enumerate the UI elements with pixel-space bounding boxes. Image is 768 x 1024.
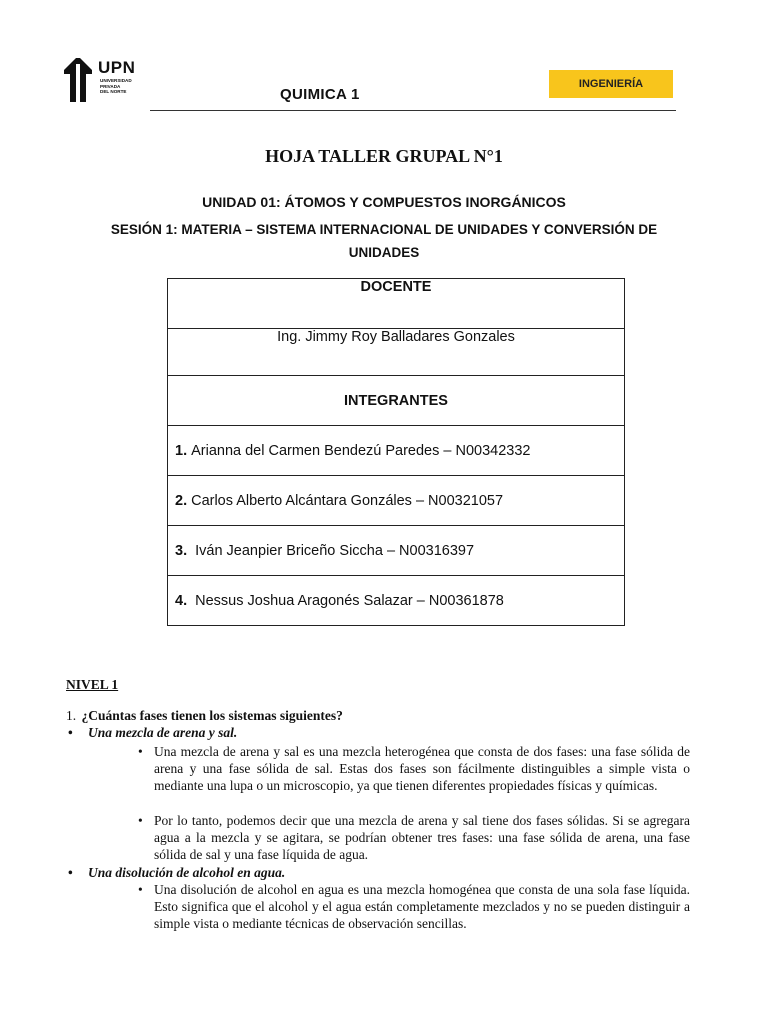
member-row <box>168 526 625 576</box>
item-paragraph <box>138 881 690 932</box>
page-header <box>0 0 768 115</box>
logo-text: UPN <box>98 58 136 77</box>
bullet-icon: • <box>138 882 143 897</box>
bullet-icon: • <box>138 744 143 759</box>
unit-title: UNIDAD 01: ÁTOMOS Y COMPUESTOS INORGÁNICOS <box>202 194 566 210</box>
paragraph-text: Una disolución de alcohol en agua es una mezcla homogénea que consta de una sola fase líquida. Esto significa que el alcohol y el agua están completamente mezclados y no se pueden distinguir a simple vista o mediante técnicas de observación sencillas. <box>154 882 690 931</box>
header-divider <box>150 110 676 111</box>
member-row <box>168 576 625 626</box>
member-name: Carlos Alberto Alcántara Gonzáles – N00321057 <box>191 492 504 509</box>
member-name: Arianna del Carmen Bendezú Paredes – N00342332 <box>191 442 531 459</box>
bullet-icon: • <box>138 813 143 828</box>
item-paragraph <box>138 812 690 863</box>
member-number: 1. <box>175 442 188 459</box>
faculty-badge: INGENIERÍA <box>549 70 673 98</box>
member-number: 4. <box>175 592 188 609</box>
integrantes-label: INTEGRANTES <box>168 376 625 426</box>
paragraph-text: Una mezcla de arena y sal es una mezcla heterogénea que consta de dos fases: una fase sólida de arena y una fase sólida de sal. Estas dos fases son fácilmente distinguibles a simple vista o mediante una lupa o un microscopio, ya que tienen diferentes propiedades físicas y químicas. <box>154 744 690 793</box>
upn-arrow-icon <box>64 58 96 102</box>
document-body <box>66 676 690 932</box>
member-number: 2. <box>175 492 188 509</box>
question-text: ¿Cuántas fases tienen los sistemas siguientes? <box>81 708 343 723</box>
member-name: Nessus Joshua Aragonés Salazar – N00361878 <box>191 592 504 609</box>
paragraph-text: Por lo tanto, podemos decir que una mezcla de arena y sal tiene dos fases sólidas. Si se agregara agua a la mezcla y se agitara, se podrían obtener tres fases: una fase sólida de arena, una fase sólida de sal y una fase líquida de agua. <box>154 813 690 862</box>
member-name: Iván Jeanpier Briceño Siccha – N00316397 <box>191 542 475 559</box>
member-number: 3. <box>175 542 188 559</box>
level-heading: NIVEL 1 <box>66 677 119 692</box>
item-heading: • Una disolución de alcohol en agua. <box>66 864 690 881</box>
member-row <box>168 426 625 476</box>
session-title: SESIÓN 1: MATERIA – SISTEMA INTERNACIONAL DE UNIDADES Y CONVERSIÓN DE UNIDADES <box>110 222 658 260</box>
question-number: 1. <box>66 708 77 723</box>
team-table <box>167 278 625 626</box>
question <box>66 707 690 724</box>
item-heading: • Una mezcla de arena y sal. <box>66 724 690 741</box>
course-title: QUIMICA 1 <box>280 86 360 103</box>
upn-logo <box>64 58 144 102</box>
logo-subtext: UNIVERSIDAD PRIVADA DEL NORTE <box>100 78 132 95</box>
item-paragraph <box>138 743 690 794</box>
docente-name: Ing. Jimmy Roy Balladares Gonzales <box>168 329 625 376</box>
document-title: HOJA TALLER GRUPAL N°1 <box>265 146 503 166</box>
docente-label: DOCENTE <box>168 279 625 329</box>
member-row <box>168 476 625 526</box>
